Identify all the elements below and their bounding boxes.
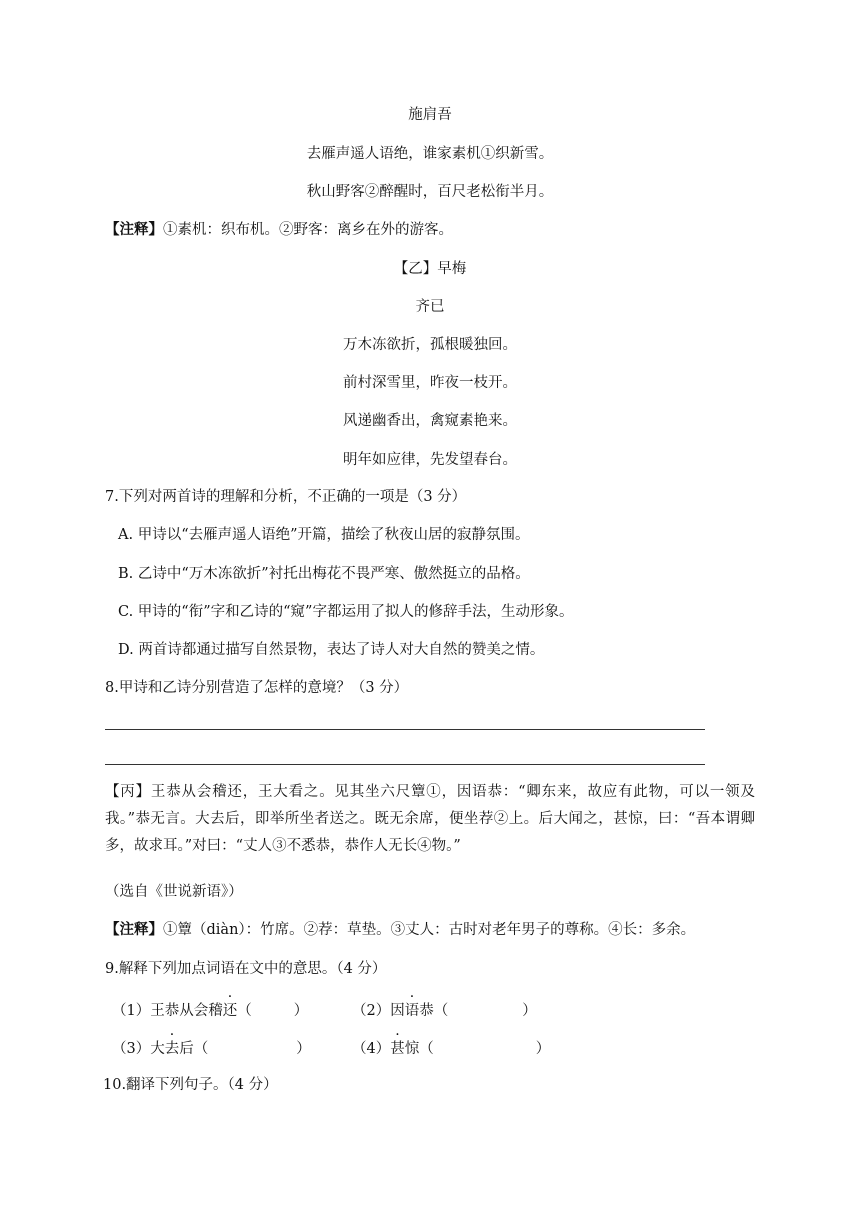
note-text: ①簟（diàn）：竹席。②荐：草垫。③丈人：古时对老年男子的尊称。④长：多余。 xyxy=(163,922,696,938)
passage-source: （选自《世说新语》） xyxy=(105,884,243,900)
poem-yi-line-3: 风递幽香出，禽窥素艳来。 xyxy=(343,413,517,429)
question-7-option-a: A. 甲诗以“去雁声遥人语绝”开篇，描绘了秋夜山居的寂静氛围。 xyxy=(118,527,530,543)
poem-yi-line-1: 万木冻欲折，孤根暖独回。 xyxy=(343,337,517,353)
dotted-char: 还 xyxy=(222,1003,238,1019)
question-7-option-c: C. 甲诗的“衔”字和乙诗的“窥”字都运用了拟人的修辞手法，生动形象。 xyxy=(118,604,574,620)
note-label: 【注释】 xyxy=(105,921,163,938)
note-text: ①素机：织布机。②野客：离乡在外的游客。 xyxy=(163,222,453,238)
passage-bing: 【丙】王恭从会稽还，王大看之。见其坐六尺簟①，因语恭：“卿东来，故应有此物，可以一领及我。”恭无言。大去后，即举所坐者送之。既无余席，便坐荐②上。后大闻之，甚惊，曰：“吾本谓卿多，故求耳。”对曰：“丈人③不悉恭，恭作人无长④物。” xyxy=(105,784,755,854)
poem-jia-note xyxy=(105,220,453,240)
question-10-stem: 10.翻译下列句子。（4 分） xyxy=(103,1077,278,1093)
note-label: 【注释】 xyxy=(105,221,163,238)
poem-jia-author: 施肩吾 xyxy=(408,107,452,123)
question-7-option-d: D. 两首诗都通过描写自然景物，表达了诗人对大自然的赞美之情。 xyxy=(118,642,545,658)
question-7-option-b: B. 乙诗中“万木冻欲折”衬托出梅花不畏严寒、傲然挺立的品格。 xyxy=(118,566,530,582)
answer-line-1[interactable] xyxy=(105,729,705,730)
question-9-item-1: （1）王恭从会稽还（ ） xyxy=(112,1003,309,1019)
dotted-char: 甚 xyxy=(390,1041,405,1057)
passage-bing-note xyxy=(105,920,695,940)
dotted-char: 去 xyxy=(164,1041,180,1057)
poem-jia-line-2: 秋山野客②醉醒时，百尺老松衔半月。 xyxy=(306,184,554,200)
poem-yi-line-4: 明年如应律，先发望春台。 xyxy=(343,452,517,468)
dotted-char: 语 xyxy=(404,1003,420,1019)
poem-yi-line-2: 前村深雪里，昨夜一枝开。 xyxy=(343,375,517,391)
question-9-item-3: （3）大去后（ ） xyxy=(112,1041,311,1057)
question-9-item-2: （2）因语恭（ ） xyxy=(352,1003,537,1019)
question-8-stem: 8.甲诗和乙诗分别营造了怎样的意境？（3 分） xyxy=(105,680,409,696)
poem-yi-title: 【乙】早梅 xyxy=(393,261,467,277)
question-9-stem: 9.解释下列加点词语在文中的意思。（4 分） xyxy=(105,961,387,977)
question-9-item-4: （4）甚惊（ ） xyxy=(352,1041,551,1057)
question-7-stem: 7.下列对两首诗的理解和分析，不正确的一项是（3 分） xyxy=(105,489,467,505)
poem-jia-line-1: 去雁声遥人语绝，谁家素机①织新雪。 xyxy=(306,146,554,162)
answer-line-2[interactable] xyxy=(105,764,705,765)
poem-yi-author: 齐已 xyxy=(415,299,445,315)
